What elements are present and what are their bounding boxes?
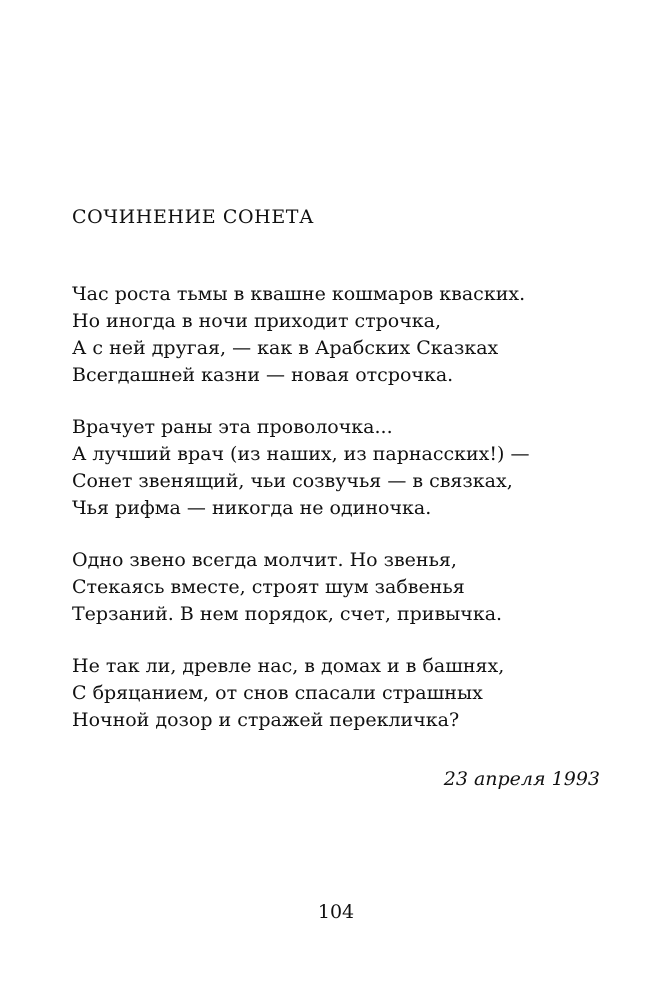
poem-line: Но иногда в ночи приходит строчка, [72, 310, 442, 332]
poem-line: Терзаний. В нем порядок, счет, привычка. [72, 603, 503, 625]
poem-line: Всегдашней казни — новая отсрочка. [72, 364, 454, 386]
poem-line: Ночной дозор и стражей перекличка? [72, 709, 460, 731]
poem-line: А с ней другая, — как в Арабских Сказках [72, 337, 499, 359]
stanza-1 [72, 281, 612, 389]
poem-line: Сонет звенящий, чьи созвучья — в связках, [72, 470, 513, 492]
poem-line: Не так ли, древле нас, в домах и в башнях, [72, 655, 505, 677]
poem-line: Врачует раны эта проволочка... [72, 416, 393, 438]
stanza-2 [72, 414, 612, 522]
stanza-3 [72, 547, 612, 628]
poem-body [72, 281, 612, 759]
poem-title: СОЧИНЕНИЕ СОНЕТА [72, 206, 315, 228]
page-number: 104 [317, 901, 355, 923]
poem-line: Час роста тьмы в квашне кошмаров кваских. [72, 283, 526, 305]
poem-date: 23 апреля 1993 [443, 768, 600, 790]
poem-line: А лучший врач (из наших, из парнасских!) — [72, 443, 530, 465]
poem-line: Одно звено всегда молчит. Но звенья, [72, 549, 457, 571]
poem-line: Стекаясь вместе, строят шум забвенья [72, 576, 465, 598]
poem-line: Чья рифма — никогда не одиночка. [72, 497, 432, 519]
poem-line: С бряцанием, от снов спасали страшных [72, 682, 483, 704]
stanza-4 [72, 653, 612, 734]
